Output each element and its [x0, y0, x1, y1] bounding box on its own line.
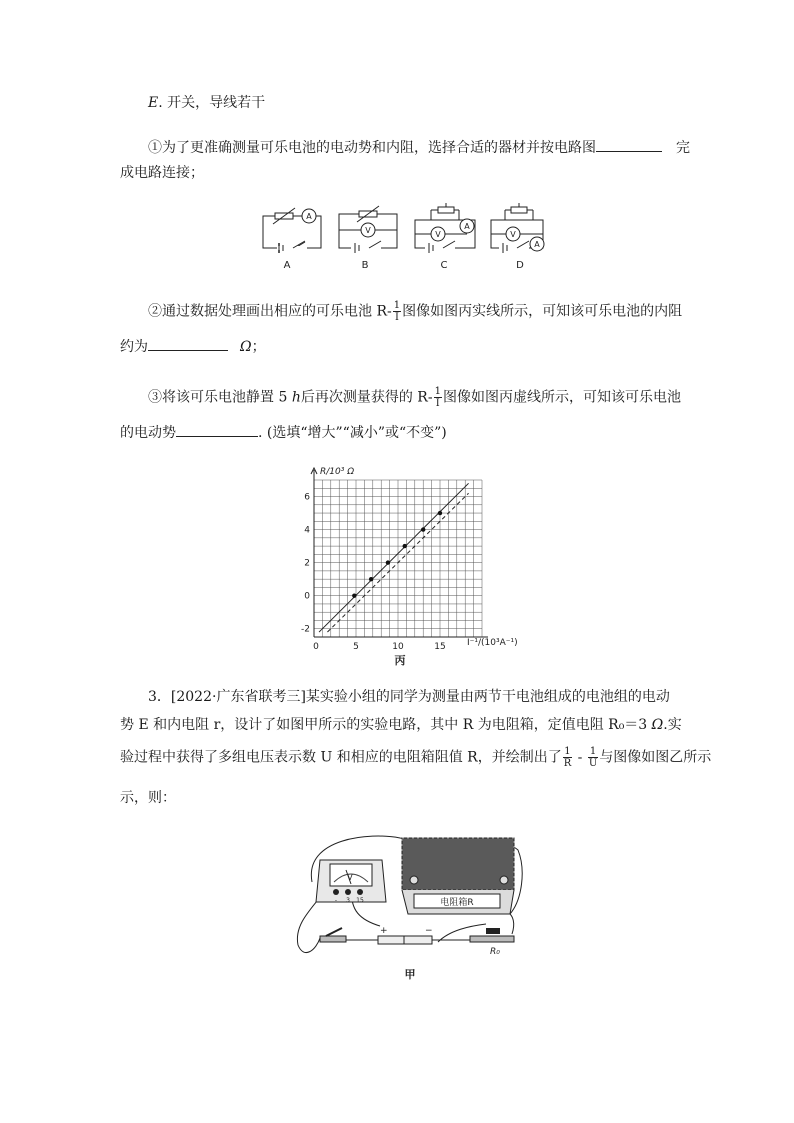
voltmeter	[316, 860, 386, 904]
answer-blank-2[interactable]	[148, 336, 228, 351]
q2-line2: 约为 Ω；	[120, 336, 266, 357]
svg-text:3: 3	[346, 897, 350, 904]
problem3-line4: 示，则：	[120, 790, 176, 806]
svg-text:A: A	[306, 212, 312, 221]
circuit-label-a: A	[283, 260, 291, 271]
q2-text: ②通过数据处理画出相应的可乐电池 R-	[148, 303, 392, 320]
item-e-text: . 开关，导线若干	[158, 95, 266, 111]
chart-y-label: R/10³ Ω	[320, 467, 355, 477]
circuit-options-diagram	[255, 202, 545, 274]
switch	[320, 928, 346, 942]
svg-text:V: V	[435, 230, 441, 239]
problem3-line2: 势 E 和内电阻 r，设计了如图甲所示的实验电路，其中 R 为电阻箱，定值电阻 R₀＝3 Ω.实	[120, 717, 682, 733]
item-e-label: E	[148, 95, 159, 111]
circuit-a	[263, 208, 321, 253]
problem3-line3: 验过程中获得了多组电压表示数 U 和相应的电阻箱阻值 R，并绘制出了 $\frac{1}{R}$ - $\frac{1}{U}$ 与图像如图乙所示	[120, 746, 712, 769]
svg-text:A: A	[464, 222, 470, 231]
svg-text:15: 15	[356, 897, 364, 904]
answer-blank-1[interactable]	[596, 137, 662, 152]
svg-text:+: +	[380, 926, 388, 936]
fraction-1-over-u: $\frac{1}{U}$	[588, 746, 598, 769]
x-tick-label: 0	[313, 642, 319, 652]
svg-text:-: -	[334, 897, 338, 904]
fraction-1-over-i-2: $\frac{1}{I}$	[434, 386, 441, 409]
voltmeter-symbol: V	[347, 873, 353, 882]
q1-text-2: 成电路连接；	[120, 165, 204, 181]
fraction-1-over-r: $\frac{1}{R}$	[563, 746, 572, 769]
problem3-line1: 3．[2022·广东省联考三]某实验小组的同学为测量由两节干电池组成的电池组的电动	[148, 689, 670, 705]
data-point	[403, 544, 407, 548]
svg-text:A: A	[534, 240, 540, 249]
q2-text-2: 图像如图丙实线所示，可知该可乐电池的内阻	[402, 303, 683, 320]
x-tick-label: 15	[434, 642, 446, 652]
q3-text: ③将该可乐电池静置 5	[148, 389, 292, 406]
fixed-resistor-r0	[432, 928, 514, 957]
x-tick-label: 10	[392, 642, 404, 652]
circuit-label-b: B	[361, 260, 369, 271]
q1-line1	[148, 137, 690, 158]
data-point	[438, 511, 442, 515]
r0-label: R₀	[490, 947, 500, 957]
x-tick-label: 5	[353, 642, 359, 652]
svg-text:V: V	[365, 226, 371, 235]
data-point	[386, 560, 390, 564]
answer-blank-3[interactable]	[176, 422, 258, 437]
q1-text: ①为了更准确测量可乐电池的电动势和内阻，选择合适的器材并按电路图	[148, 140, 596, 156]
resistance-box	[402, 838, 514, 914]
chart-caption: 丙	[394, 654, 406, 667]
r-vs-inverse-i-chart	[290, 462, 518, 672]
chart-grid	[314, 480, 482, 637]
data-point	[352, 593, 356, 597]
solid-fit-line	[319, 483, 469, 632]
y-tick-label: 2	[304, 558, 310, 569]
q3-line2: 的电动势 . (选填“增大”“减小”或“不变”)	[120, 422, 447, 443]
data-point	[421, 527, 425, 531]
y-tick-label: -2	[301, 624, 310, 635]
battery-pack	[346, 926, 433, 944]
q3-text-2: 的电动势	[120, 425, 176, 441]
fraction-1-over-i: $\frac{1}{I}$	[393, 300, 401, 323]
resistance-box-label: 电阻箱R	[440, 898, 474, 908]
q2-text-3: 约为	[120, 339, 148, 355]
q2-line1	[148, 300, 682, 323]
data-point	[369, 577, 373, 581]
chart-series	[319, 483, 469, 632]
y-tick-label: 0	[304, 591, 310, 602]
apparatus-illustration	[290, 830, 530, 985]
circuit-label-d: D	[516, 260, 524, 271]
q1-line2	[120, 163, 204, 183]
item-e	[148, 93, 265, 113]
q3-line1: ③将该可乐电池静置 5 h后再次测量获得的 R- $\frac{1}{I}$ 图像如图丙虚线所示，可知该可乐电池	[148, 386, 681, 409]
y-tick-label: 6	[304, 492, 310, 503]
q1-text-end: 完	[676, 140, 690, 156]
ohm-unit: Ω	[240, 339, 252, 355]
svg-text:V: V	[510, 230, 516, 239]
apparatus-caption: 甲	[404, 968, 416, 981]
chart-x-label: I⁻¹/(10³A⁻¹)	[467, 638, 518, 648]
circuit-label-c: C	[440, 260, 448, 271]
y-tick-label: 4	[304, 525, 310, 536]
svg-text:−: −	[425, 926, 433, 936]
